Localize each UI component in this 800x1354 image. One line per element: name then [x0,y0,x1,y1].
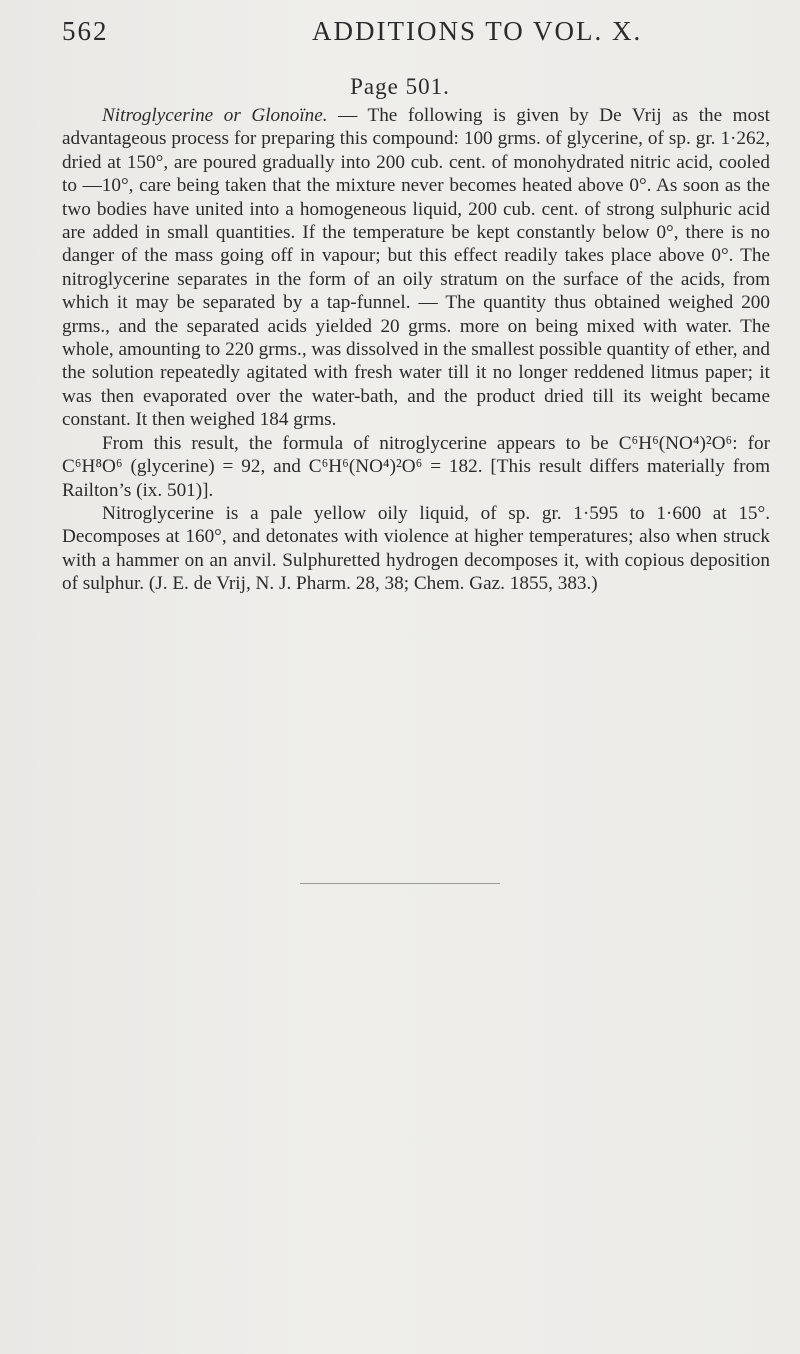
running-head: ADDITIONS TO VOL. X. [312,16,643,46]
paragraph-text: — The following is given by De Vrij as the most advantageous process for preparing this compound: 100 grms. of glycerine, of sp. gr. 1·262, dried at 150°, are poured gradually into 200 cub. cent. of monohydrated nitric acid, cooled to —10°, care being taken that the mixture never becomes heated above 0°. As soon as the two bodies have united into a homogeneous liquid, 200 cub. cent. of strong sulphuric acid are added in small quantities. If the temperature be kept constantly below 0°, there is no danger of the mass going off in vapour; but this effect readily takes place above 0°. The nitroglycerine separates in the form of an oily stratum on the surface of the acids, from which it may be separated by a tap-funnel. — The quantity thus obtained weighed 200 grms., and the separated acids yielded 20 grms. more on being mixed with water. The whole, amounting to 220 grms., was dissolved in the smallest possible quantity of ether, and the solution repeatedly agitated with fresh water till it no longer reddened litmus paper; it was then evaporated over the water-bath, and the product dried till its weight became constant. It then weighed 184 grms. [62,105,771,431]
paragraph-formula [62,432,770,502]
section-divider [300,883,500,884]
paragraph-text: From this result, the formula of nitroglycerine appears to be C⁶H⁶(NO⁴)²O⁶: for C⁶H⁸O⁶ (glycerine) = 92, and C⁶H⁶(NO⁴)²O⁶ = 182. [This result differs materially from Railton’s (ix. 501)]. [62,432,770,501]
paragraph-nitroglycerine-preparation [62,104,770,432]
paragraph-properties [62,502,770,596]
body-text [62,104,770,596]
page-number: 562 [62,16,109,46]
entry-lead: Nitroglycerine or Glonoïne. [102,105,328,126]
paragraph-text: Nitroglycerine is a pale yellow oily liquid, of sp. gr. 1·595 to 1·600 at 15°. Decomposes at 160°, and detonates with violence at higher temperatures; also when struck with a hammer on an anvil. Sulphuretted hydrogen decomposes it, with copious deposition of sulphur. (J. E. de Vrij, N. J. Pharm. 28, 38; Chem. Gaz. 1855, 383.) [62,502,770,595]
section-heading: Page 501. [350,74,450,99]
page-header [62,16,764,52]
